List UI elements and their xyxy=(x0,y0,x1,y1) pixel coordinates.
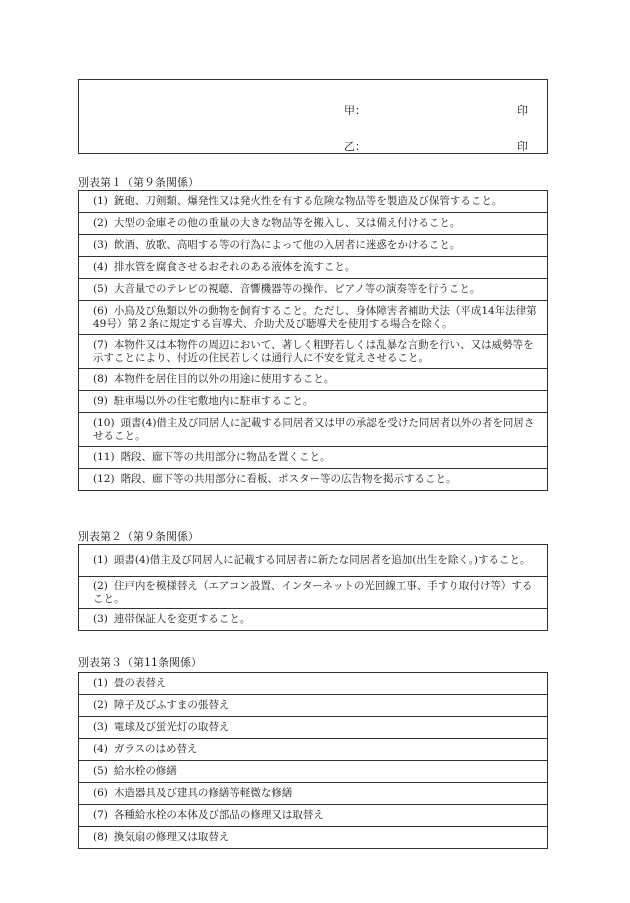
row-number: (7) xyxy=(93,338,108,351)
row-number: (3) xyxy=(93,613,108,625)
row-number: (2) xyxy=(93,699,108,711)
signature-row-a xyxy=(79,102,547,120)
table-row xyxy=(79,235,548,257)
row-number: (2) xyxy=(93,579,108,592)
row-text: 駐車場以外の住宅敷地内に駐車すること。 xyxy=(113,395,314,407)
table-row xyxy=(79,469,548,491)
row-text: 連帯保証人を変更すること。 xyxy=(113,613,251,625)
row-number: (10) xyxy=(93,416,115,429)
table-row xyxy=(79,761,548,783)
table-row xyxy=(79,257,548,279)
table-row xyxy=(79,369,548,391)
row-number: (1) xyxy=(93,195,108,207)
row-text: 飲酒、放歌、高唱する等の行為によって他の入居者に迷惑をかけること。 xyxy=(113,239,461,251)
row-text: 換気扇の修理又は取替え xyxy=(113,831,230,843)
row-text: 頭書(4)借主及び同居人に記載する同居者に新たな同居者を追加(出生を除く。)すること。 xyxy=(113,554,531,566)
signature-row-b xyxy=(79,138,547,156)
row-text: 階段、廊下等の共用部分に看板、ポスター等の広告物を掲示すること。 xyxy=(120,473,457,485)
row-text: 電球及び蛍光灯の取替え xyxy=(113,721,230,733)
row-number: (1) xyxy=(93,677,108,689)
table-row xyxy=(79,805,548,827)
table-row xyxy=(79,673,548,695)
section3-title: 別表第３（第11条関係） xyxy=(78,656,202,669)
table-row xyxy=(79,783,548,805)
seal-mark-a: 印 xyxy=(517,104,528,117)
table-row xyxy=(79,695,548,717)
row-text: 各種給水栓の本体及び部品の修理又は取替え xyxy=(113,809,324,821)
table-row xyxy=(79,213,548,235)
row-number: (4) xyxy=(93,261,108,273)
table-row xyxy=(79,545,548,577)
row-text: 大型の金庫その他の重量の大きな物品等を搬入し、又は備え付けること。 xyxy=(113,217,461,229)
section1-title: 別表第１（第９条関係） xyxy=(78,176,199,189)
row-number: (2) xyxy=(93,217,108,229)
row-text: 大音量でのテレビの視聴、音響機器等の操作、ピアノ等の演奏等を行うこと。 xyxy=(113,283,481,295)
row-text: 給水栓の修繕 xyxy=(113,765,177,777)
section1-table xyxy=(78,190,548,491)
table-row xyxy=(79,717,548,739)
section2-table xyxy=(78,544,548,631)
section2-title: 別表第２（第９条関係） xyxy=(78,530,199,543)
table-row xyxy=(79,577,548,609)
table-row xyxy=(79,739,548,761)
row-text: 小鳥及び魚類以外の動物を飼育すること。ただし、身体障害者補助犬法（平成14年法律第49号）第２条に規定する盲導犬、介助犬及び聴導犬を使用する場合を除く。 xyxy=(93,304,537,330)
table-row xyxy=(79,391,548,413)
row-number: (6) xyxy=(93,787,108,799)
table-row xyxy=(79,279,548,301)
row-number: (3) xyxy=(93,721,108,733)
row-number: (1) xyxy=(93,554,108,566)
row-number: (5) xyxy=(93,283,108,295)
row-text: 銃砲、刀剣類、爆発性又は発火性を有する危険な物品等を製造及び保管すること。 xyxy=(113,195,503,207)
row-number: (11) xyxy=(93,451,115,463)
party-a-label: 甲： xyxy=(344,104,366,117)
row-text: 木造器具及び建具の修繕等軽微な修繕 xyxy=(113,787,293,799)
row-number: (8) xyxy=(93,831,108,843)
row-number: (7) xyxy=(93,809,108,821)
row-number: (4) xyxy=(93,743,108,755)
signature-box xyxy=(78,79,548,154)
seal-mark-b: 印 xyxy=(517,140,528,153)
row-text: 住戸内を模様替え（エアコン設置、インターネットの光回線工事、手すり取付け等）すること。 xyxy=(93,579,533,605)
row-text: 障子及びふすまの張替え xyxy=(113,699,230,711)
row-number: (8) xyxy=(93,373,108,385)
table-row xyxy=(79,301,548,335)
row-text: 畳の表替え xyxy=(113,677,167,689)
table-row xyxy=(79,335,548,369)
row-number: (6) xyxy=(93,304,108,317)
row-number: (12) xyxy=(93,473,115,485)
row-text: ガラスのはめ替え xyxy=(113,743,198,755)
table-row xyxy=(79,447,548,469)
table-row xyxy=(79,827,548,849)
row-number: (9) xyxy=(93,395,108,407)
row-text: 排水管を腐食させるおそれのある液体を流すこと。 xyxy=(113,261,356,273)
table-row xyxy=(79,191,548,213)
row-text: 本物件又は本物件の周辺において、著しく粗野若しくは乱暴な言動を行い、又は威勢等を示すことにより、付近の住民若しくは通行人に不安を覚えさせること。 xyxy=(93,338,534,364)
row-text: 階段、廊下等の共用部分に物品を置くこと。 xyxy=(120,451,331,463)
party-b-label: 乙： xyxy=(344,140,366,153)
section3-table xyxy=(78,672,548,849)
row-number: (5) xyxy=(93,765,108,777)
table-row xyxy=(79,609,548,631)
row-text: 本物件を居住目的以外の用途に使用すること。 xyxy=(113,373,335,385)
row-text: 頭書(4)借主及び同居人に記載する同居者又は甲の承認を受けた同居者以外の者を同居させること。 xyxy=(93,416,535,442)
row-number: (3) xyxy=(93,239,108,251)
table-row xyxy=(79,413,548,447)
